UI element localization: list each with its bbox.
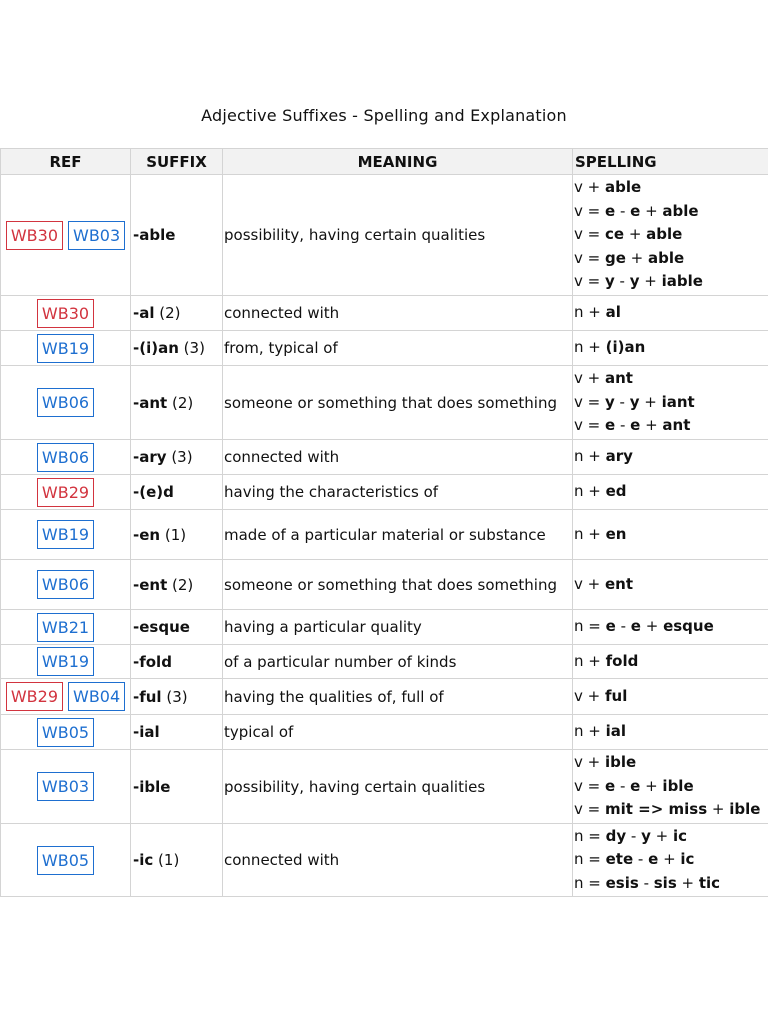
spelling-line bbox=[574, 176, 766, 200]
table-row bbox=[1, 824, 768, 897]
spelling-cell bbox=[573, 296, 768, 331]
spelling-operator: - bbox=[615, 776, 631, 795]
suffix-text: -esque bbox=[133, 618, 190, 636]
suffix-cell bbox=[131, 296, 223, 331]
spelling-line bbox=[574, 650, 766, 674]
meaning-cell: of a particular number of kinds bbox=[223, 645, 573, 679]
spelling-cell bbox=[573, 366, 768, 440]
spelling-part: ary bbox=[605, 447, 633, 466]
suffix-text: -al bbox=[133, 304, 155, 322]
spelling-part: able bbox=[648, 248, 685, 267]
suffix-cell bbox=[131, 679, 223, 715]
spelling-operator: v + bbox=[574, 753, 605, 772]
spelling-part: e bbox=[630, 776, 641, 795]
spelling-operator: n = bbox=[574, 873, 606, 892]
suffix-text: -ic bbox=[133, 851, 154, 869]
spelling-part: ful bbox=[604, 686, 628, 705]
spelling-line bbox=[574, 336, 766, 360]
suffix-text: -ible bbox=[133, 777, 171, 796]
spelling-operator: v = bbox=[574, 776, 605, 795]
ref-cell bbox=[1, 510, 131, 560]
meaning-cell: having the qualities of, full of bbox=[223, 679, 573, 715]
meaning-cell: having the characteristics of bbox=[223, 475, 573, 510]
ref-cell bbox=[1, 679, 131, 715]
ref-badge[interactable]: WB21 bbox=[37, 613, 94, 642]
spelling-part: able bbox=[604, 178, 642, 197]
spelling-line bbox=[574, 445, 766, 469]
spelling-part: able bbox=[646, 225, 683, 244]
table-row bbox=[1, 366, 768, 440]
ref-badge[interactable]: WB06 bbox=[37, 388, 94, 417]
suffix-text: -(i)an bbox=[133, 339, 179, 357]
spelling-part: ete bbox=[605, 850, 634, 869]
spelling-part: ic bbox=[680, 850, 695, 869]
spelling-operator: - bbox=[615, 416, 631, 435]
ref-badge[interactable]: WB06 bbox=[37, 570, 94, 599]
ref-badge[interactable]: WB19 bbox=[37, 520, 94, 549]
header-ref: REF bbox=[1, 149, 131, 175]
header-spelling: SPELLING bbox=[573, 149, 768, 175]
spelling-part: iant bbox=[661, 392, 695, 411]
ref-cell bbox=[1, 824, 131, 897]
spelling-line bbox=[574, 751, 766, 775]
suffix-count: (3) bbox=[183, 339, 205, 357]
spelling-operator: - bbox=[633, 850, 649, 869]
suffix-cell bbox=[131, 645, 223, 679]
ref-cell bbox=[1, 331, 131, 366]
spelling-line bbox=[574, 200, 766, 224]
table-row bbox=[1, 750, 768, 824]
spelling-line bbox=[574, 523, 766, 547]
meaning-cell: made of a particular material or substance bbox=[223, 510, 573, 560]
spelling-cell bbox=[573, 560, 768, 610]
spelling-operator: n + bbox=[574, 447, 606, 466]
spelling-part: ic bbox=[672, 826, 688, 845]
meaning-cell: having a particular quality bbox=[223, 610, 573, 645]
spelling-cell bbox=[573, 679, 768, 715]
suffix-count: (2) bbox=[172, 575, 194, 594]
meaning-cell: from, typical of bbox=[223, 331, 573, 366]
spelling-operator: n + bbox=[574, 338, 606, 357]
spelling-operator: + bbox=[639, 392, 662, 411]
meaning-cell: typical of bbox=[223, 715, 573, 750]
suffix-text: -able bbox=[133, 226, 176, 244]
spelling-part: al bbox=[605, 303, 621, 322]
suffix-count: (1) bbox=[164, 525, 187, 544]
spelling-line bbox=[574, 615, 766, 639]
spelling-part: iable bbox=[661, 272, 703, 291]
suffix-text: -ent bbox=[133, 575, 168, 594]
spelling-line bbox=[574, 825, 766, 849]
suffix-text: -(e)d bbox=[133, 483, 174, 501]
spelling-operator: + bbox=[625, 248, 649, 267]
spelling-part: fold bbox=[605, 651, 639, 670]
table-row bbox=[1, 175, 768, 296]
spelling-operator: + bbox=[624, 225, 647, 244]
spelling-part: sis bbox=[653, 873, 677, 892]
spelling-line bbox=[574, 414, 766, 438]
spelling-part: mit => miss bbox=[604, 800, 708, 819]
spelling-operator: n + bbox=[574, 303, 606, 322]
spelling-operator: n = bbox=[574, 850, 606, 869]
suffix-cell bbox=[131, 510, 223, 560]
spelling-operator: v + bbox=[574, 574, 605, 593]
spelling-line bbox=[574, 247, 766, 271]
spelling-line bbox=[574, 480, 766, 504]
spelling-cell bbox=[573, 331, 768, 366]
spelling-part: y bbox=[604, 272, 615, 291]
spelling-part: ed bbox=[605, 482, 627, 501]
suffix-cell bbox=[131, 175, 223, 296]
table-row bbox=[1, 510, 768, 560]
ref-badge[interactable]: WB19 bbox=[37, 647, 94, 676]
suffix-count: (2) bbox=[171, 393, 194, 412]
table-row bbox=[1, 475, 768, 510]
page-title: Adjective Suffixes - Spelling and Explanation bbox=[201, 106, 567, 125]
spelling-operator: n + bbox=[574, 482, 606, 501]
spelling-operator: n = bbox=[574, 826, 606, 845]
meaning-cell: possibility, having certain qualities bbox=[223, 750, 573, 824]
suffix-count: (3) bbox=[171, 448, 193, 466]
suffix-cell bbox=[131, 475, 223, 510]
spelling-operator: v = bbox=[574, 201, 605, 220]
spelling-cell bbox=[573, 175, 768, 296]
spelling-operator: v = bbox=[574, 225, 605, 244]
spelling-part: e bbox=[604, 776, 616, 795]
suffix-cell bbox=[131, 366, 223, 440]
spelling-line bbox=[574, 798, 766, 822]
spelling-operator: n + bbox=[574, 651, 606, 670]
spelling-operator: v = bbox=[574, 248, 605, 267]
suffix-count: (2) bbox=[159, 304, 181, 322]
ref-cell bbox=[1, 750, 131, 824]
spelling-operator: + bbox=[639, 272, 662, 291]
suffix-cell bbox=[131, 824, 223, 897]
table-row bbox=[1, 679, 768, 715]
spelling-line bbox=[574, 367, 766, 391]
ref-badge[interactable]: WB05 bbox=[37, 846, 94, 875]
ref-cell bbox=[1, 175, 131, 296]
ref-badge[interactable]: WB06 bbox=[37, 443, 94, 472]
spelling-operator: n + bbox=[574, 524, 606, 543]
spelling-cell bbox=[573, 645, 768, 679]
spelling-part: e bbox=[604, 416, 616, 435]
spelling-operator: - bbox=[614, 392, 630, 411]
spelling-operator: + bbox=[650, 826, 673, 845]
spelling-part: e bbox=[630, 416, 641, 435]
suffix-text: -fold bbox=[133, 652, 172, 671]
table-row bbox=[1, 440, 768, 475]
header-suffix: SUFFIX bbox=[131, 149, 223, 175]
spelling-cell bbox=[573, 750, 768, 824]
suffix-table bbox=[0, 148, 768, 897]
spelling-line bbox=[574, 720, 766, 744]
spelling-line bbox=[574, 872, 766, 896]
spelling-operator: + bbox=[676, 873, 699, 892]
spelling-operator: v = bbox=[574, 272, 605, 291]
spelling-line bbox=[574, 391, 766, 415]
spelling-part: esis bbox=[605, 873, 639, 892]
spelling-line bbox=[574, 223, 766, 247]
ref-badge[interactable]: WB04 bbox=[68, 682, 125, 711]
ref-cell bbox=[1, 715, 131, 750]
suffix-count: (3) bbox=[166, 687, 188, 706]
table-row bbox=[1, 296, 768, 331]
spelling-line bbox=[574, 270, 766, 294]
ref-cell bbox=[1, 366, 131, 440]
spelling-part: e bbox=[648, 850, 659, 869]
spelling-line bbox=[574, 848, 766, 872]
spelling-part: tic bbox=[698, 873, 721, 892]
spelling-part: ial bbox=[605, 722, 627, 741]
ref-badge[interactable]: WB03 bbox=[37, 772, 94, 801]
suffix-text: -ful bbox=[133, 687, 162, 706]
spelling-operator: v = bbox=[574, 416, 605, 435]
spelling-part: able bbox=[662, 201, 699, 220]
table-row bbox=[1, 715, 768, 750]
suffix-text: -ial bbox=[133, 723, 160, 741]
spelling-part: ible bbox=[662, 776, 694, 795]
ref-cell bbox=[1, 440, 131, 475]
spelling-part: esque bbox=[663, 617, 714, 636]
ref-badge[interactable]: WB03 bbox=[68, 221, 125, 250]
suffix-text: -ary bbox=[133, 448, 167, 466]
spelling-part: ible bbox=[729, 800, 761, 819]
spelling-part: y bbox=[629, 272, 640, 291]
suffix-cell bbox=[131, 715, 223, 750]
suffix-text: -ant bbox=[133, 393, 168, 412]
spelling-line bbox=[574, 685, 766, 709]
header-meaning: MEANING bbox=[223, 149, 573, 175]
spelling-line bbox=[574, 775, 766, 799]
spelling-part: dy bbox=[605, 826, 627, 845]
ref-cell bbox=[1, 560, 131, 610]
spelling-operator: - bbox=[638, 873, 654, 892]
spelling-cell bbox=[573, 440, 768, 475]
spelling-operator: - bbox=[626, 826, 642, 845]
spelling-operator: n + bbox=[574, 722, 606, 741]
suffix-count: (1) bbox=[158, 851, 180, 869]
spelling-operator: n = bbox=[574, 617, 606, 636]
spelling-operator: + bbox=[640, 416, 663, 435]
suffix-cell bbox=[131, 610, 223, 645]
ref-badge[interactable]: WB19 bbox=[37, 334, 94, 363]
spelling-part: e bbox=[630, 201, 641, 220]
ref-badge[interactable]: WB30 bbox=[37, 299, 94, 328]
spelling-line bbox=[574, 573, 766, 597]
table-row bbox=[1, 645, 768, 679]
spelling-operator: + bbox=[658, 850, 681, 869]
spelling-part: y bbox=[641, 826, 651, 845]
spelling-cell bbox=[573, 824, 768, 897]
spelling-part: e bbox=[604, 201, 616, 220]
spelling-part: (i)an bbox=[605, 338, 646, 357]
suffix-cell bbox=[131, 750, 223, 824]
suffix-cell bbox=[131, 331, 223, 366]
spelling-operator: + bbox=[640, 617, 664, 636]
meaning-cell: connected with bbox=[223, 440, 573, 475]
spelling-operator: v = bbox=[574, 800, 605, 819]
spelling-operator: - bbox=[614, 272, 630, 291]
table-row bbox=[1, 560, 768, 610]
spelling-operator: v + bbox=[574, 686, 605, 705]
ref-cell bbox=[1, 610, 131, 645]
spelling-operator: - bbox=[615, 617, 631, 636]
ref-badge[interactable]: WB29 bbox=[37, 478, 94, 507]
spelling-part: e bbox=[605, 617, 616, 636]
spelling-part: ce bbox=[604, 225, 625, 244]
spelling-cell bbox=[573, 475, 768, 510]
table-body bbox=[1, 175, 768, 897]
spelling-part: y bbox=[629, 392, 640, 411]
table-row bbox=[1, 610, 768, 645]
spelling-part: y bbox=[604, 392, 615, 411]
suffix-text: -en bbox=[133, 525, 161, 544]
spelling-part: ge bbox=[604, 248, 626, 267]
spelling-cell bbox=[573, 510, 768, 560]
spelling-operator: + bbox=[640, 776, 663, 795]
meaning-cell: possibility, having certain qualities bbox=[223, 175, 573, 296]
table-header-row bbox=[1, 149, 768, 175]
ref-badge[interactable]: WB05 bbox=[37, 718, 94, 747]
table-row bbox=[1, 331, 768, 366]
spelling-operator: - bbox=[615, 201, 631, 220]
spelling-operator: v = bbox=[574, 392, 605, 411]
spelling-part: ant bbox=[604, 369, 633, 388]
meaning-cell: connected with bbox=[223, 824, 573, 897]
spelling-part: e bbox=[630, 617, 641, 636]
spelling-part: ant bbox=[662, 416, 691, 435]
suffix-cell bbox=[131, 560, 223, 610]
spelling-operator: + bbox=[707, 800, 730, 819]
spelling-operator: v + bbox=[574, 178, 605, 197]
ref-badge[interactable]: WB30 bbox=[6, 221, 63, 250]
spelling-line bbox=[574, 301, 766, 325]
meaning-cell: someone or something that does something bbox=[223, 366, 573, 440]
ref-cell bbox=[1, 475, 131, 510]
suffix-cell bbox=[131, 440, 223, 475]
ref-badge[interactable]: WB29 bbox=[6, 682, 63, 711]
spelling-cell bbox=[573, 610, 768, 645]
spelling-cell bbox=[573, 715, 768, 750]
meaning-cell: connected with bbox=[223, 296, 573, 331]
spelling-operator: v + bbox=[574, 369, 605, 388]
spelling-operator: + bbox=[640, 201, 663, 220]
meaning-cell: someone or something that does something bbox=[223, 560, 573, 610]
spelling-part: ent bbox=[604, 574, 634, 593]
spelling-part: ible bbox=[604, 753, 637, 772]
ref-cell bbox=[1, 645, 131, 679]
ref-cell bbox=[1, 296, 131, 331]
spelling-part: en bbox=[605, 524, 627, 543]
